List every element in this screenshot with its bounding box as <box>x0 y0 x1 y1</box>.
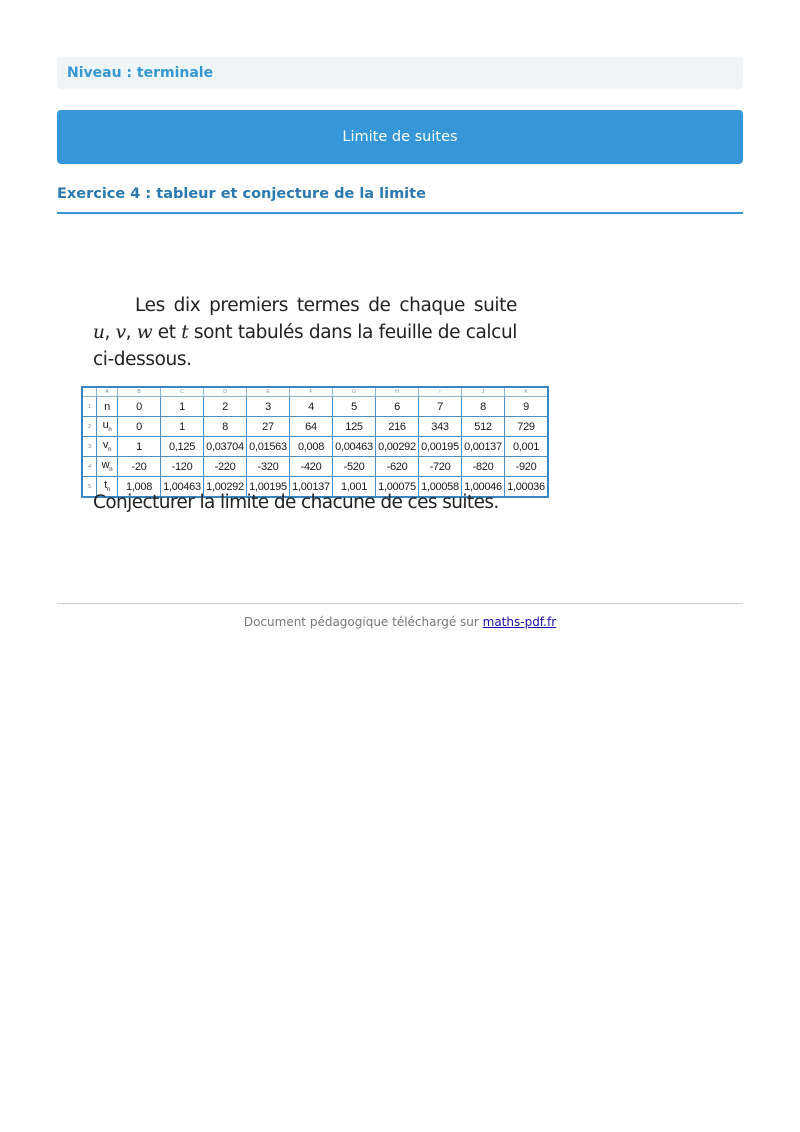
table-cell: 0,03704 <box>204 437 247 457</box>
table-cell: 2 <box>204 397 247 417</box>
sequence-u: u <box>93 322 105 343</box>
column-letter: F <box>290 387 333 397</box>
table-cell: 1 <box>118 437 161 457</box>
table-cell: -920 <box>505 457 549 477</box>
table-cell: 27 <box>247 417 290 437</box>
column-letter: B <box>118 387 161 397</box>
table-cell: -820 <box>462 457 505 477</box>
row-label-subscript: n <box>106 487 110 494</box>
column-letter: E <box>247 387 290 397</box>
table-cell: 0,125 <box>161 437 204 457</box>
table-cell: -220 <box>204 457 247 477</box>
table-cell: -20 <box>118 457 161 477</box>
table-row <box>82 437 548 457</box>
row-number: 2 <box>82 417 97 437</box>
table-cell: 9 <box>505 397 549 417</box>
row-label <box>97 457 118 477</box>
sheet-corner-cell <box>82 387 97 397</box>
table-cell: 8 <box>204 417 247 437</box>
table-cell: 125 <box>333 417 376 437</box>
row-label <box>97 437 118 457</box>
table-cell: -720 <box>419 457 462 477</box>
table-cell: 5 <box>333 397 376 417</box>
row-label <box>97 417 118 437</box>
row-number: 1 <box>82 397 97 417</box>
row-label-subscript: n <box>108 447 112 454</box>
table-cell: 729 <box>505 417 549 437</box>
table-cell: 1 <box>161 397 204 417</box>
column-letter: K <box>505 387 549 397</box>
exercise-statement: Les dix premiers termes de chaque suite u, v, w et t sont tabulés dans la feuille de calcul ci-dessous. <box>93 295 518 370</box>
column-letter: G <box>333 387 376 397</box>
table-row <box>82 457 548 477</box>
table-cell: 7 <box>419 397 462 417</box>
table-row <box>82 417 548 437</box>
table-cell: -320 <box>247 457 290 477</box>
row-label-text: v <box>102 439 109 452</box>
table-cell: 512 <box>462 417 505 437</box>
row-label-text: t <box>104 479 107 492</box>
table-cell: 216 <box>376 417 419 437</box>
level-banner <box>57 57 743 89</box>
table-cell: -520 <box>333 457 376 477</box>
column-header-row <box>82 387 548 397</box>
table-cell: -620 <box>376 457 419 477</box>
table-cell: -120 <box>161 457 204 477</box>
table-cell: 64 <box>290 417 333 437</box>
table-cell: 1,008 <box>118 477 161 498</box>
column-letter: H <box>376 387 419 397</box>
table-cell: 343 <box>419 417 462 437</box>
course-title-banner <box>57 110 743 164</box>
footer-text: Document pédagogique téléchargé sur <box>243 615 483 629</box>
footer-divider <box>57 603 743 604</box>
row-label-text: n <box>104 400 110 413</box>
spreadsheet-table <box>81 386 549 498</box>
table-cell: 1,00292 <box>204 477 247 498</box>
sequence-v: v <box>115 322 126 343</box>
table-cell: 0,00137 <box>462 437 505 457</box>
row-label-text: u <box>102 419 109 432</box>
row-number: 4 <box>82 457 97 477</box>
row-label <box>97 397 118 417</box>
table-row <box>82 397 548 417</box>
table-cell: -420 <box>290 457 333 477</box>
column-letter: A <box>97 387 118 397</box>
footer-link[interactable]: maths-pdf.fr <box>482 615 557 629</box>
table-cell: 1,00075 <box>376 477 419 498</box>
column-letter: C <box>161 387 204 397</box>
table-cell: 1,00137 <box>290 477 333 498</box>
level-label: Niveau : terminale <box>67 65 214 81</box>
footer <box>57 615 743 629</box>
column-letter: J <box>462 387 505 397</box>
table-cell: 6 <box>376 397 419 417</box>
sequence-t: t <box>181 322 189 343</box>
table-cell: 0,00292 <box>376 437 419 457</box>
table-cell: 1 <box>161 417 204 437</box>
table-cell: 1,00463 <box>161 477 204 498</box>
table-cell: 1,00195 <box>247 477 290 498</box>
table-cell: 1,00046 <box>462 477 505 498</box>
question-text: Conjecturer la limite de chacune de ces suites. <box>93 492 499 513</box>
table-cell: 0,001 <box>505 437 549 457</box>
exercise-title-underline <box>57 212 743 214</box>
table-cell: 3 <box>247 397 290 417</box>
row-label-text: w <box>101 459 110 472</box>
table-cell: 0,00195 <box>419 437 462 457</box>
statement-part-1: Les dix premiers termes de chaque suite <box>135 295 517 316</box>
table-cell: 1,001 <box>333 477 376 498</box>
column-letter: D <box>204 387 247 397</box>
table-cell: 1,00036 <box>505 477 549 498</box>
statement-part-2: sont tabulés dans la feuille de calcul ci-dessous. <box>93 322 518 370</box>
table-cell: 4 <box>290 397 333 417</box>
course-title: Limite de suites <box>342 129 458 145</box>
row-label-subscript: n <box>109 467 113 474</box>
row-number: 5 <box>82 477 97 498</box>
table-cell: 1,00058 <box>419 477 462 498</box>
row-number: 3 <box>82 437 97 457</box>
table-cell: 0,00463 <box>333 437 376 457</box>
sequence-w: w <box>136 322 153 343</box>
table-cell: 8 <box>462 397 505 417</box>
exercise-title: Exercice 4 : tableur et conjecture de la limite <box>57 186 426 202</box>
table-cell: 0 <box>118 397 161 417</box>
column-letter: I <box>419 387 462 397</box>
table-cell: 0,01563 <box>247 437 290 457</box>
row-label-subscript: n <box>108 427 112 434</box>
table-cell: 0,008 <box>290 437 333 457</box>
table-cell: 0 <box>118 417 161 437</box>
